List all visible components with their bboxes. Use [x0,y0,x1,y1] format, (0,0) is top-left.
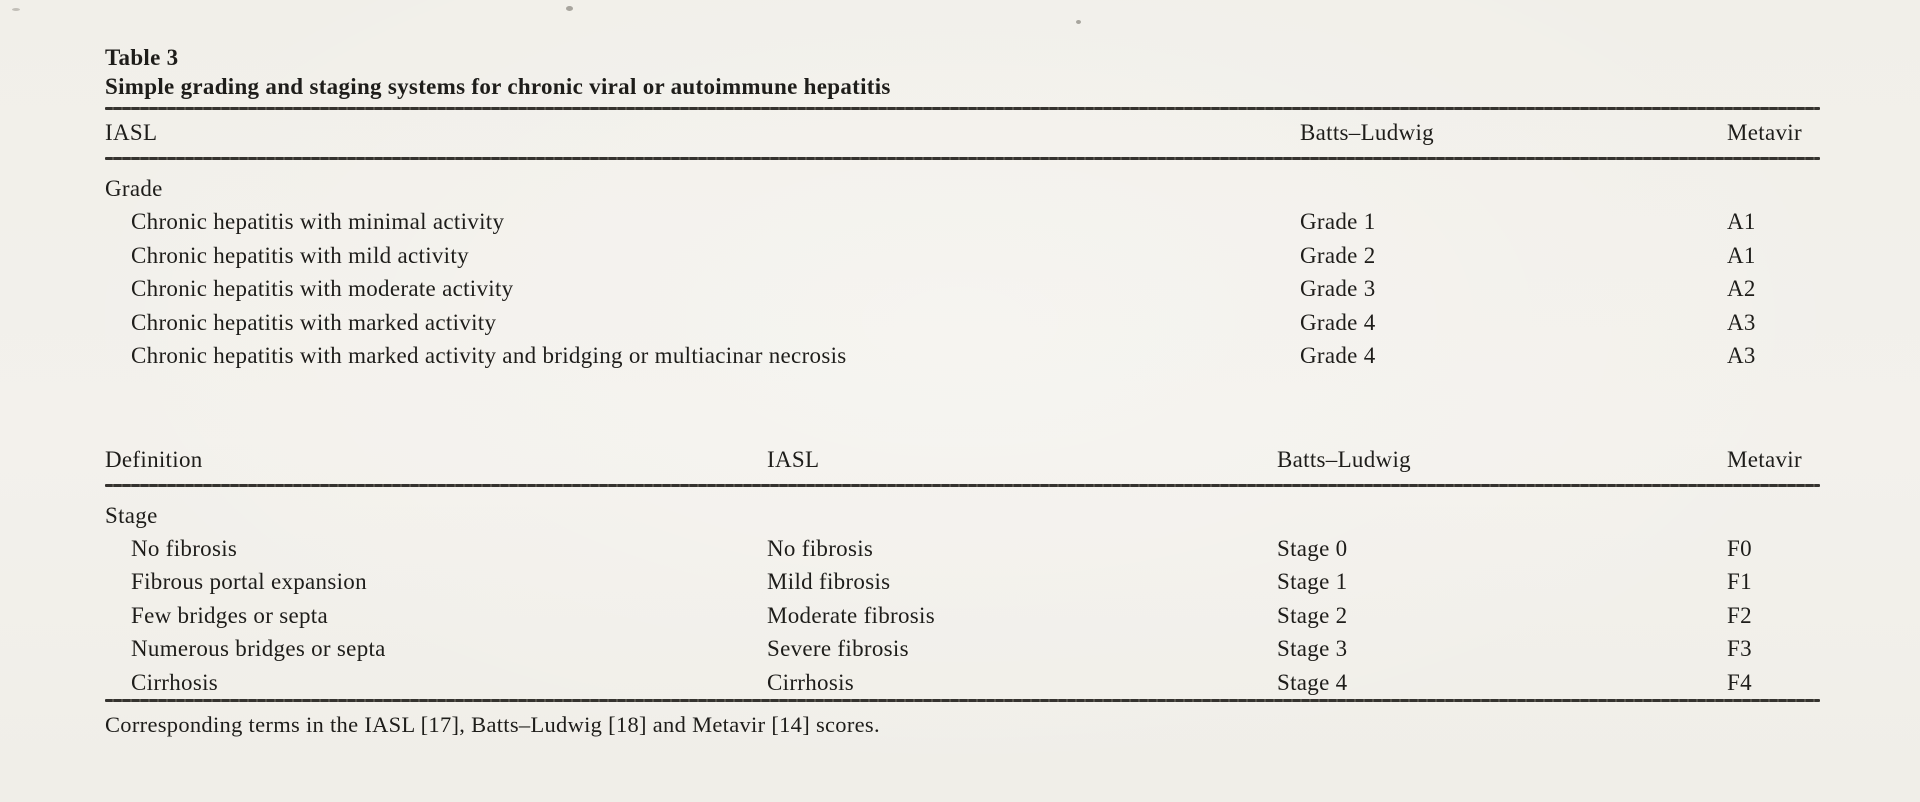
grading-header-iasl: IASL [105,120,158,145]
table-row [105,666,1820,700]
cell-metavir: A1 [1727,209,1756,234]
cell-batts-ludwig: Stage 4 [1277,669,1348,695]
cell-definition: Cirrhosis [131,669,219,695]
cell-metavir: A3 [1727,309,1756,335]
table-footnote: Corresponding terms in the IASL [17], Batts–Ludwig [18] and Metavir [14] scores. [105,712,880,737]
cell-metavir: A3 [1727,343,1756,368]
table-row [105,339,1820,373]
cell-batts-ludwig: Stage 2 [1277,602,1348,628]
table-row [105,306,1820,340]
cell-iasl: Mild fibrosis [767,569,891,594]
staging-table-header [105,447,1820,484]
cell-batts-ludwig: Grade 1 [1300,209,1376,234]
table-row [105,205,1820,239]
cell-metavir: F4 [1727,669,1752,695]
cell-definition: Fibrous portal expansion [131,569,367,594]
staging-header-metavir: Metavir [1727,446,1802,472]
cell-metavir: A1 [1727,242,1756,268]
table-row [105,632,1820,666]
cell-definition: No fibrosis [131,535,238,561]
grading-header-batts-ludwig: Batts–Ludwig [1300,120,1434,145]
cell-batts-ludwig: Grade 4 [1300,343,1376,368]
table-row [105,565,1820,599]
cell-definition: Few bridges or septa [131,602,328,628]
cell-metavir: F1 [1727,569,1752,594]
table-row [105,532,1820,566]
cell-iasl: Severe fibrosis [767,636,909,661]
cell-iasl: Chronic hepatitis with marked activity [131,309,497,335]
tables-gap [105,373,1820,447]
cell-metavir: F0 [1727,535,1752,561]
cell-iasl: Chronic hepatitis with marked activity and bridging or multiacinar necrosis [131,343,847,368]
scan-speck [12,8,20,11]
staging-table-body [105,487,1820,700]
staging-section-label: Stage [105,502,158,528]
grading-table-header [105,110,1820,157]
staging-header-definition: Definition [105,446,203,472]
table-row [105,272,1820,306]
table-caption: Simple grading and staging systems for chronic viral or autoimmune hepatitis [105,74,891,99]
cell-batts-ludwig: Grade 2 [1300,242,1376,268]
cell-metavir: A2 [1727,276,1756,301]
table-row [105,599,1820,633]
cell-batts-ludwig: Grade 4 [1300,309,1376,335]
grading-header-metavir: Metavir [1727,120,1802,145]
cell-batts-ludwig: Grade 3 [1300,276,1376,301]
grading-section-label: Grade [105,176,163,201]
cell-iasl: Chronic hepatitis with moderate activity [131,276,514,301]
cell-definition: Numerous bridges or septa [131,636,386,661]
staging-header-batts-ludwig: Batts–Ludwig [1277,446,1411,472]
table-row [105,239,1820,273]
table-figure [105,0,1820,739]
cell-iasl: No fibrosis [767,535,874,561]
cell-batts-ludwig: Stage 1 [1277,569,1348,594]
cell-batts-ludwig: Stage 3 [1277,636,1348,661]
cell-iasl: Chronic hepatitis with mild activity [131,242,469,268]
cell-iasl: Chronic hepatitis with minimal activity [131,209,505,234]
cell-iasl: Moderate fibrosis [767,602,935,628]
grading-table-body [105,160,1820,373]
cell-metavir: F2 [1727,602,1752,628]
cell-iasl: Cirrhosis [767,669,855,695]
cell-metavir: F3 [1727,636,1752,661]
table-label: Table 3 [105,45,179,70]
staging-header-iasl: IASL [767,446,820,472]
cell-batts-ludwig: Stage 0 [1277,535,1348,561]
